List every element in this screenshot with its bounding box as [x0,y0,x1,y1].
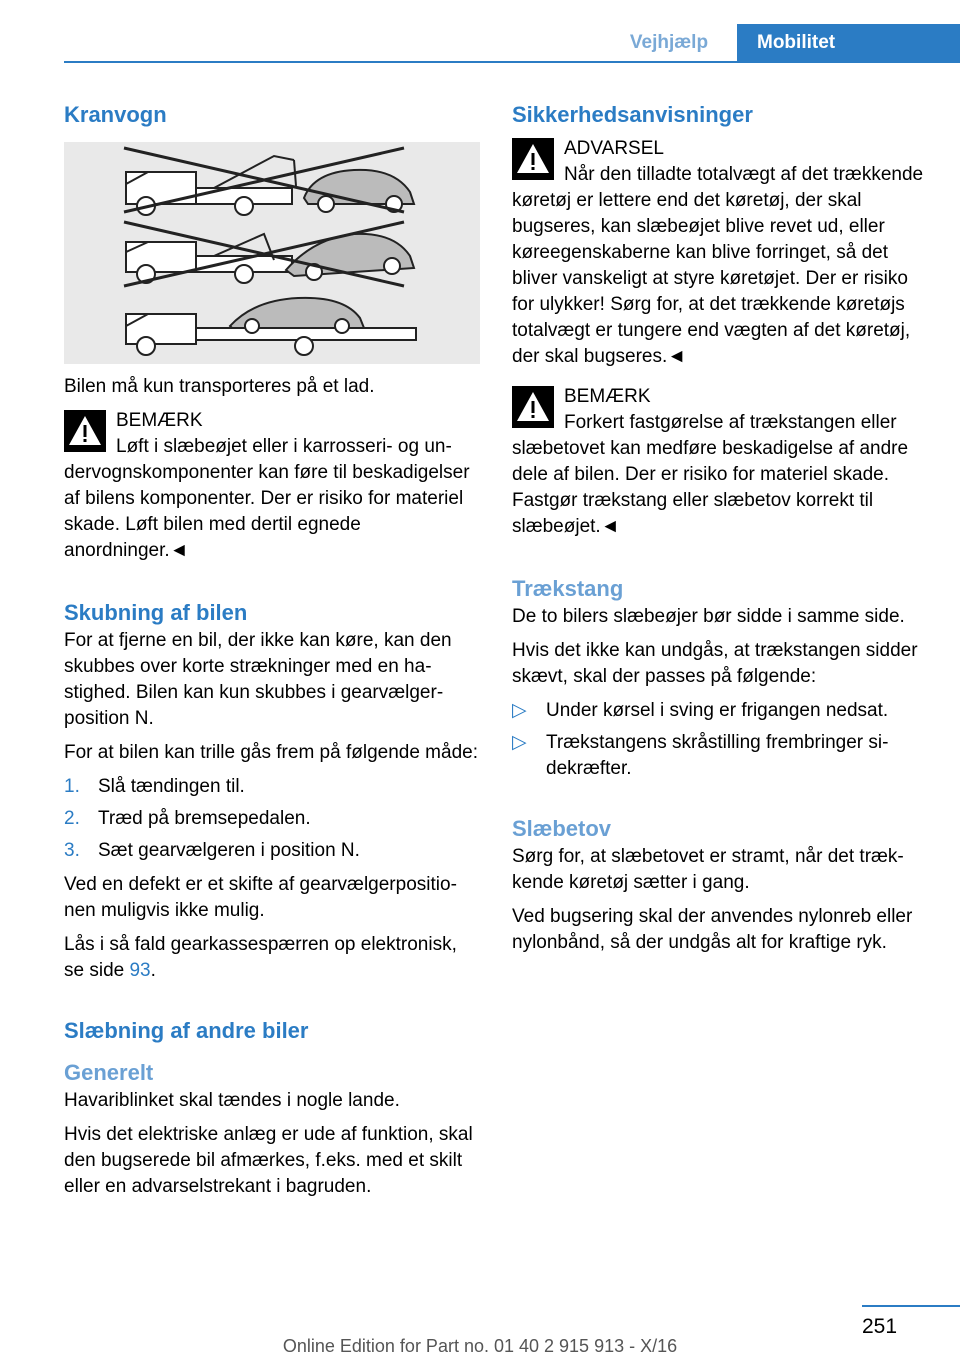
section-title-slaebning: Slæbning af andre biler [64,1018,309,1043]
skub-p4-text: Lås i så fald gearkassespærren op elektronisk, se side [64,934,457,981]
note-2-text: Forkert fastgørelse af trækstangen eller slæbetovet kan medføre beskadigelse af andre dele af bilen. Der er risiko for materiel skade. Fastgør trækstang eller slæbetov korrekt til slæbeøjet.◄ [512,412,909,537]
steps-list [64,774,480,864]
skub-paragraph-1: For at fjerne en bil, der ikke kan køre, kan den skubbes over korte strækninger med en hastighed. Bilen kan kun skubbes i gearvælgerposition N. [64,630,452,729]
step-number: 3. [64,840,80,861]
page-number: 251 [862,1315,898,1338]
tow-truck-row-1 [124,148,414,215]
step-number: 2. [64,808,80,829]
tow-truck-drawing [64,142,480,364]
list-item [512,698,926,724]
subsection-title-traekstang: Trækstang [512,576,624,601]
step-text: Træd på bremsepedalen. [98,808,311,829]
section-title-kranvogn: Kranvogn [64,102,167,127]
note-1-text: Løft i slæbeøjet eller i karrosseri- og undervognskomponenter kan føre til beskadigelser af bilens komponenter. Der er risiko for materiel skade. Løft bilen med dertil egnede anordninger.◄ [64,436,470,561]
warning-text: Når den tilladte totalvægt af det trækkende køretøj er lettere end det køretøj, der skal bugseres, kan slæbeøjet blive revet ud, eller køreegenskaberne kan blive forringet, så det bliver vanskeligt at styre køretøjet. Der er risiko for ulykker! Sørg for, at det trækkende køretøjs totalvægt er tungere end vægten af det køretøj, der skal bugseres.◄ [512,164,924,367]
traek-paragraph-1: De to bilers slæbeøjer bør sidde i samme side. [512,606,905,627]
step-text: Slå tændingen til. [98,776,245,797]
section-title-skubning: Skubning af bilen [64,600,248,625]
warning-triangle-icon [64,410,106,452]
list-item [64,806,480,832]
note-1-heading: BEMÆRK [116,410,203,431]
slaebetov-paragraph-1: Sørg for, at slæbetovet er stramt, når det trækkende køretøj sætter i gang. [512,846,904,893]
right-column [512,100,926,964]
bullet-text: Under kørsel i sving er frigangen nedsat. [546,700,889,721]
generelt-paragraph-2: Hvis det elektriske anlæg er ude af funktion, skal den bugserede bil afmærkes, f.eks. med et skilt eller en advarselstrekant i bagruden. [64,1124,473,1197]
bullet-text: Trækstangens skråstilling frembringer sidekræfter. [546,732,889,779]
subsection-title-slaebetov: Slæbetov [512,816,612,841]
note-box-2 [512,384,926,540]
bullet-arrow-icon: ▷ [512,732,527,753]
subsection-title-generelt: Generelt [64,1060,154,1085]
bullet-arrow-icon: ▷ [512,700,527,721]
skub-paragraph-4 [64,932,480,984]
slaebetov-paragraph-2: Ved bugsering skal der anvendes nylonreb eller nylonbånd, så der undgås alt for kraftige ryk. [512,906,913,953]
left-column [64,100,480,1208]
kranvogn-text: Bilen må kun transporteres på et lad. [64,376,375,397]
warning-box [512,136,926,370]
footer-edition: Online Edition for Part no. 01 40 2 915 913 - X/16 [282,1336,678,1356]
generelt-paragraph-1: Havariblinket skal tændes i nogle lande. [64,1090,400,1111]
list-item [64,774,480,800]
tow-truck-illustration [64,142,480,364]
skub-paragraph-2: For at bilen kan trille gås frem på følgende måde: [64,742,478,763]
note-2-heading: BEMÆRK [564,386,651,407]
list-item [64,838,480,864]
step-number: 1. [64,776,80,797]
warning-triangle-icon [512,386,554,428]
skub-p4-end: . [150,960,156,981]
footer-rule [862,1305,960,1307]
flatbed-truck-row-3 [126,298,416,355]
tow-truck-row-2 [124,222,414,286]
note-box-1 [64,408,480,564]
warning-heading: ADVARSEL [564,138,664,159]
traek-paragraph-2: Hvis det ikke kan undgås, at trækstangen sidder skævt, skal der passes på følgende: [512,640,918,687]
header-rule [64,61,960,63]
tab-vejhjaelp[interactable]: Vejhjælp [629,32,709,53]
step-text: Sæt gearvælgeren i position N. [98,840,360,861]
list-item [512,730,926,782]
section-title-sikkerhed: Sikkerhedsanvisninger [512,102,753,127]
bullet-list [512,698,926,782]
page-reference-link[interactable]: 93 [129,960,151,981]
tab-mobilitet[interactable]: Mobilitet [737,24,960,62]
skub-paragraph-3: Ved en defekt er et skifte af gearvælgerpositionen muligvis ikke mulig. [64,874,457,921]
warning-triangle-icon [512,138,554,180]
